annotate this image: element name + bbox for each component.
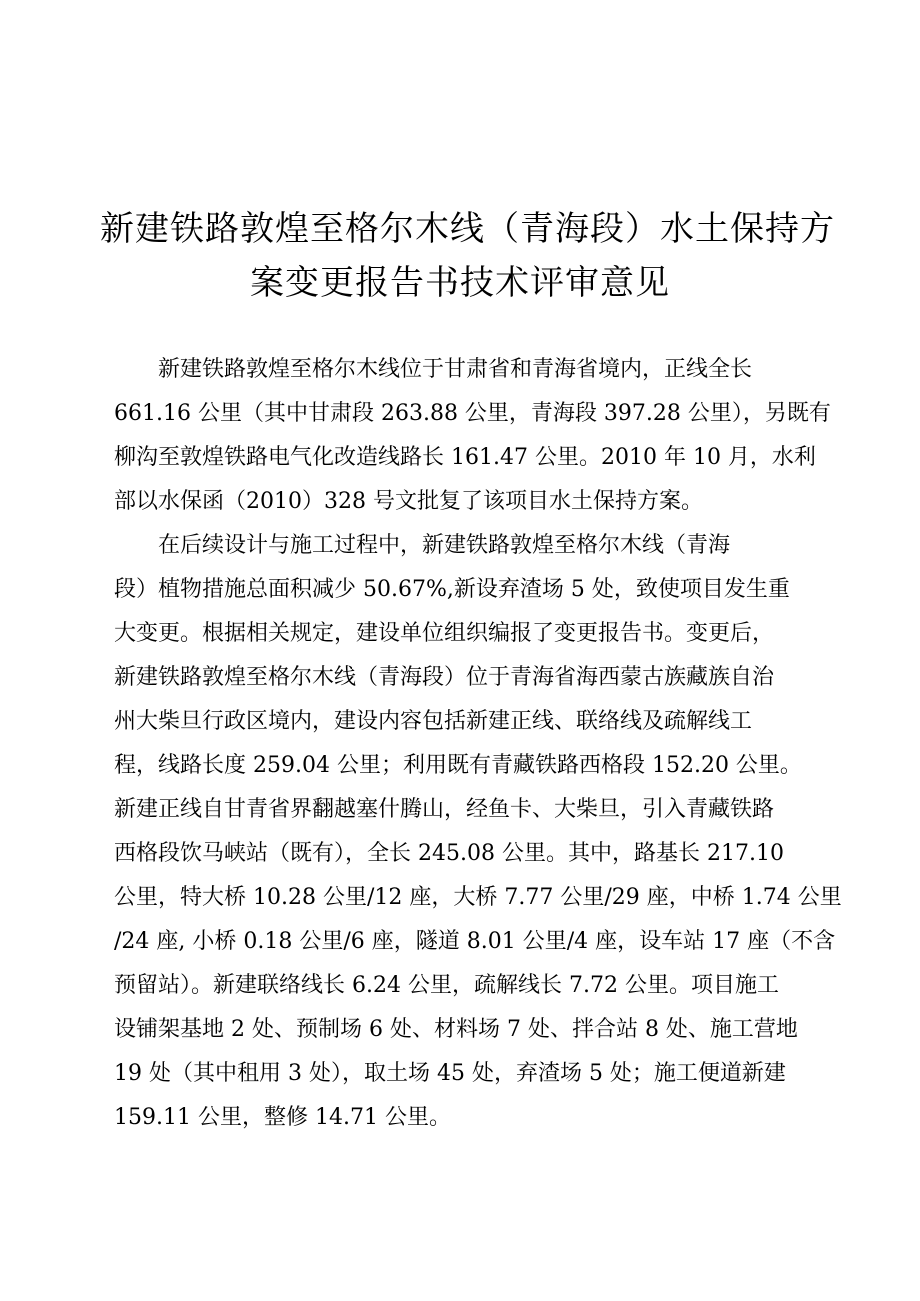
title-line: 新建铁路敦煌至格尔木线（青海段）水土保持方 bbox=[100, 209, 835, 249]
text-line: 新建铁路敦煌至格尔木线位于甘肃省和青海省境内，正线全长 bbox=[158, 357, 753, 382]
text-line: 661.16 公里（其中甘肃段 263.88 公里，青海段 397.28 公里），另既有 bbox=[114, 401, 831, 426]
text-line: 159.11 公里，整修 14.71 公里。 bbox=[114, 1105, 451, 1130]
text-line: 19 处（其中租用 3 处），取土场 45 处，弃渣场 5 处；施工便道新建 bbox=[114, 1061, 786, 1086]
text-line: 大变更。根据相关规定，建设单位组织编报了变更报告书。变更后， bbox=[114, 621, 775, 646]
text-line: /24 座, 小桥 0.18 公里/6 座，隧道 8.01 公里/4 座，设车站 17 座（不含 bbox=[114, 929, 836, 954]
title-line: 案变更报告书技术评审意见 bbox=[250, 263, 670, 303]
text-line: 设铺架基地 2 处、预制场 6 处、材料场 7 处、拌合站 8 处、施工营地 bbox=[114, 1017, 798, 1042]
text-line: 西格段饮马峡站（既有），全长 245.08 公里。其中，路基长 217.10 bbox=[114, 841, 784, 866]
paragraph-design-changes bbox=[114, 524, 842, 1140]
text-line: 段）植物措施总面积减少 50.67%,新设弃渣场 5 处，致使项目发生重 bbox=[114, 577, 790, 602]
text-line: 州大柴旦行政区境内，建设内容包括新建正线、联络线及疏解线工 bbox=[114, 709, 753, 734]
text-line: 预留站）。新建联络线长 6.24 公里，疏解线长 7.72 公里。项目施工 bbox=[114, 973, 779, 998]
text-line: 部以水保函（2010）328 号文批复了该项目水土保持方案。 bbox=[114, 489, 703, 514]
text-line: 新建正线自甘青省界翻越塞什腾山，经鱼卡、大柴旦，引入青藏铁路 bbox=[114, 797, 775, 822]
text-line: 公里，特大桥 10.28 公里/12 座，大桥 7.77 公里/29 座，中桥 1.74 公里 bbox=[114, 885, 842, 910]
document-body bbox=[114, 348, 842, 1140]
paragraph-project-overview bbox=[114, 348, 831, 524]
text-line: 新建铁路敦煌至格尔木线（青海段）位于青海省海西蒙古族藏族自治 bbox=[114, 665, 775, 690]
document-title bbox=[100, 202, 835, 310]
text-line: 柳沟至敦煌铁路电气化改造线路长 161.47 公里。2010 年 10 月，水利 bbox=[114, 445, 816, 470]
text-line: 在后续设计与施工过程中，新建铁路敦煌至格尔木线（青海 bbox=[158, 533, 731, 558]
text-line: 程，线路长度 259.04 公里；利用既有青藏铁路西格段 152.20 公里。 bbox=[114, 753, 802, 778]
